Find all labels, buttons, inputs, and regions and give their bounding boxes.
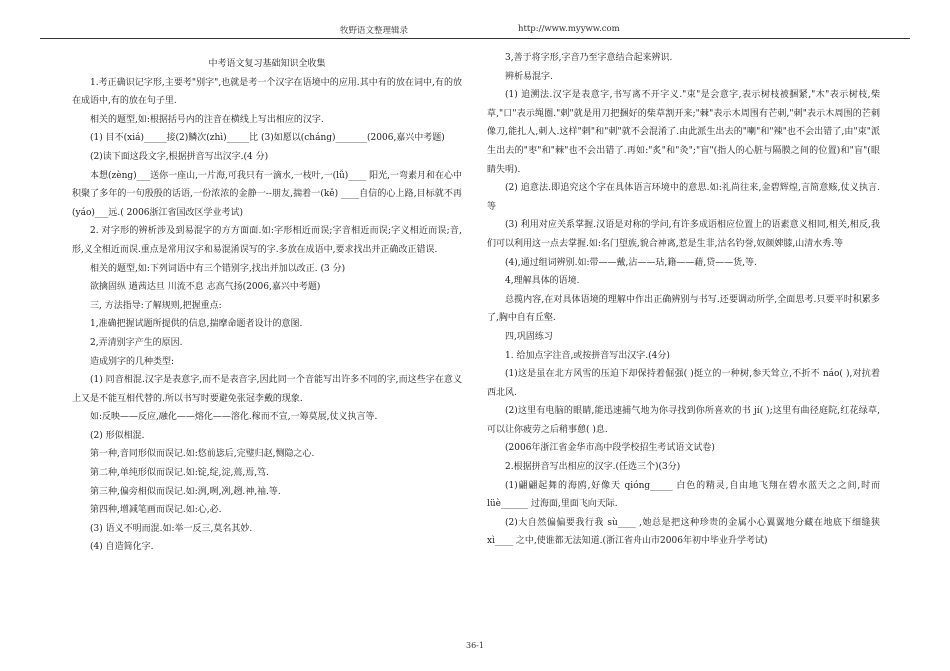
paragraph: (2)读下面这段文字,根据拼音写出汉字.(4 分) <box>90 151 269 162</box>
paragraph: (4) 自造简化字. <box>90 542 154 553</box>
paragraph: (4),通过组词辨别.如:带——戴,沾——玷,籍——藉,贷——货,等. <box>505 257 757 268</box>
paragraph: 第二种,单纯形似而误记.如:锭,绽,淀,蔫,焉,笃. <box>90 468 269 479</box>
paragraph: 相关的题型,如:根据括号内的注音在横线上写出相应的汉字. <box>90 114 324 125</box>
header-source: 牧野语文整理辑录 <box>340 26 409 36</box>
paragraph: 三, 方法指导:了解规则,把握重点: <box>90 300 222 311</box>
paragraph: 相关的题型,如:下列词语中有三个错别字,找出并加以改正. (3 分) <box>90 263 346 274</box>
paragraph: (1)翩翩起舞的海鸥,好像天 qióng_____ 白色的精灵,自由地飞翔在碧水蓝天之之间,时而 lüè______ 过海面,里面飞向天际. <box>487 480 880 510</box>
paragraph: 3,善于将字形,字音乃至字意结合起来辨识. <box>505 53 673 63</box>
paragraph: 1. 给加点字注音,或按拼音写出汉字.(4分) <box>505 350 670 361</box>
paragraph: (2)这里有电脑的眼睛,能迅速捕气地为你寻找到你所喜欢的书 jí( );这里有曲径庭院,红花绿草,可以让你疲劳之后稍事憩( )息. <box>487 406 880 435</box>
left-column <box>72 55 462 557</box>
paragraph: 如:反映——反应,融化——熔化——溶化.稼而不宣,一筹莫展,仗义执言等. <box>90 412 378 423</box>
paragraph: 4,理解具体的语境. <box>505 276 580 287</box>
paragraph: (1)这是虽在北方风雪的压迫下却保持着倔强( )挺立的一种树,参天耸立,不折不 náo( ),对抗着西北风. <box>487 369 880 398</box>
paragraph: (1) 追溯法.汉字是表意字,书写离不开字义."束"是会意字,表示树枝被捆紧,"木"表示树枝,柴草,"口"表示绳圈."剌"就是用刀把捆好的柴草割开来;"棘"表示木周围有芒刺,"刺"表示木周围的芒刺像刀,能扎人,刺人.这样"剌"和"刺"就不会混淆了.由此派生出去的"喇"和"辣"也不会出错了,由"束"派生出去的"枣"和"棘"也不会出错了.再如:"炙"和"灸";"盲"(指人的心脏与隔膜之间的位置)和"盲"(眼睛失明). <box>487 90 880 175</box>
paragraph: 第一种,音同形似而误记.如:悠前毖后,完璧归赵,恻隐之心. <box>90 449 315 460</box>
paragraph: 2.根据拼音写出相应的汉字.(任选三个)(3分) <box>505 462 681 473</box>
paragraph: 1,准确把握试题所提供的信息,揣摩命题者设计的意图. <box>90 319 303 330</box>
page-number: 36-1 <box>466 641 484 650</box>
header-url: http://www.myyww.com <box>518 24 620 34</box>
paragraph: (2006年浙江省金华市高中段学校招生考试语文试卷) <box>505 443 715 454</box>
paragraph: (2) 追意法.即追究这个字在具体语言环境中的意思.如:礼尚往来,金碧辉煌,言简意赅,仗义执言.等 <box>487 183 880 212</box>
header-divider <box>40 38 910 39</box>
paragraph: 造成别字的几种类型: <box>90 356 175 367</box>
document-title: 中考语文复习基础知识全收集 <box>208 59 326 69</box>
paragraph: 2. 对字形的辨析涉及到易混字的方方面面.如:字形相近而误;字音相近而误;字义相近而误;音,形,义全相近而误.重点是常用汉字和易混淆误写的字.多放在成语中,要求找出并正确改正错误. <box>72 226 462 255</box>
paragraph: (1) 目不(xiá)_____接(2)鳞次(zhì)_____比 (3)如愿以(cháng)_______(2006,嘉兴中考题) <box>90 133 445 144</box>
paragraph: 2,弄清别字产生的原因. <box>90 337 183 348</box>
paragraph: 四,巩固练习 <box>505 331 553 342</box>
paragraph: (2)大自然偏偏要我行我 sù____ ,她总是把这种珍贵的金属小心翼翼地分藏在地底下细缝狭 xì____ 之中,使谁都无法知道.(浙江省舟山市2006年初中毕业升学考试) <box>487 517 880 547</box>
paragraph: 第三种,偏旁相似而误记.如:洌,咧,冽,趔.神,袖.等. <box>90 486 281 497</box>
paragraph: 总揽内容,在对具体语境的理解中作出正确辨别与书写.还要调动所学,全面思考.只要平时积累多了,胸中自有丘壑. <box>487 294 880 324</box>
paragraph: 欲擒固纵 遒茜达旦 川流不息 志高气扬(2006,嘉兴中考题) <box>90 282 321 293</box>
paragraph: 本想(zèng)___送你一座山,一片海,可我只有一滴水,一枝叶,一(lǚ)____ 阳光,一弯素月和在心中积聚了多年的一句殷殷的话语,一份浓浓的金静一--朋友,揣着一(kě) ____自信的心上路,目标就不再(yáo)___远.( 2006浙江省国改区学业考试) <box>72 170 463 218</box>
paragraph: (2) 形似相混. <box>90 430 145 441</box>
right-column <box>487 49 880 551</box>
paragraph: (3) 语义不明而混.如:举一反三,莫名其妙. <box>90 523 253 534</box>
paragraph: 1.考正确识记字形,主要考"别字",也就是考一个汉字在语境中的应用.其中有的放在词中,有的放在成语中,有的放在句子里. <box>72 77 462 107</box>
paragraph: 第四种,增减笔画而误记.如:心,必. <box>90 505 222 516</box>
paragraph: (3) 利用对应关系掌握.汉语是对称的学问,有许多成语相应位置上的语素意义相同,相关,相反,我们可以利用这一点去掌握.如:名门望族,貌合神离,惹是生非,沽名钓誉,奴颜婢膝,山清水秀.等 <box>487 220 880 249</box>
paragraph: (1) 同音相混.汉字是表意字,而不是表音字,因此同一个音能写出许多不同的字,而这些字在意义上又是不能互相代替的.所以书写时要避免张冠李戴的现象. <box>72 375 462 404</box>
paragraph: 辨析易混字. <box>505 71 553 82</box>
